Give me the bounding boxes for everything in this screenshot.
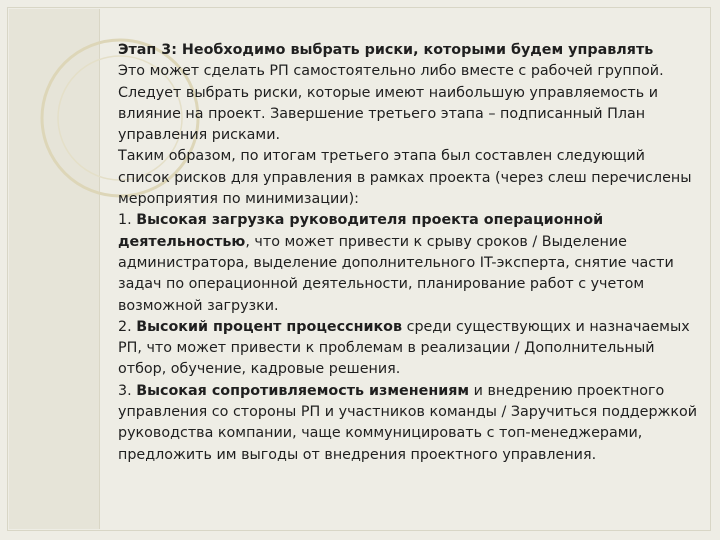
intro-line-2: Следует выбрать риски, которые имеют наибольшую управляемость и влияние на проект. Завершение третьего этапа – подписанный План управления рисками. [118,84,659,144]
risk-number: 2. [118,318,137,335]
risk-title: Высокая загрузка руководителя проекта операционной деятельностью [118,212,604,250]
risk-title: Высокая сопротивляемость изменениям [136,382,470,399]
risk-number: 3. [118,382,137,399]
risk-description: среди существующих и назначаемых РП, что может привести к проблемам в реализации / Дополнительный отбор, обучение, кадровые решения. [118,318,690,378]
intro-line-1: Это может сделать РП самостоятельно либо вместе с рабочей группой. [118,63,664,80]
risk-item [118,210,700,316]
stage-heading [118,40,700,61]
risk-item [118,317,700,381]
stage-heading-text: Этап 3: Необходимо выбрать риски, которыми будем управлять [118,42,654,58]
risk-title: Высокий процент процессников [136,318,403,335]
intro-line-3: Таким образом, по итогам третьего этапа был составлен следующий список рисков для управления в рамках проекта (через слеш перечислены мероприятия по минимизации): [118,148,692,208]
risk-item [118,381,700,466]
risk-description: , что может привести к срыву сроков / Выделение администратора, выделение дополнительного IT-эксперта, снятие части задач по операционной деятельности, планирование работ с учетом возможной загрузки. [118,233,674,314]
risk-description: и внедрению проектного управления со стороны РП и участников команды / Заручиться поддержкой руководства компании, чаще коммуницировать с топ-менеджерами, предложить им выгоды от внедрения проектного управления. [118,382,698,463]
risk-number: 1. [118,212,137,229]
slide-body [118,40,700,466]
